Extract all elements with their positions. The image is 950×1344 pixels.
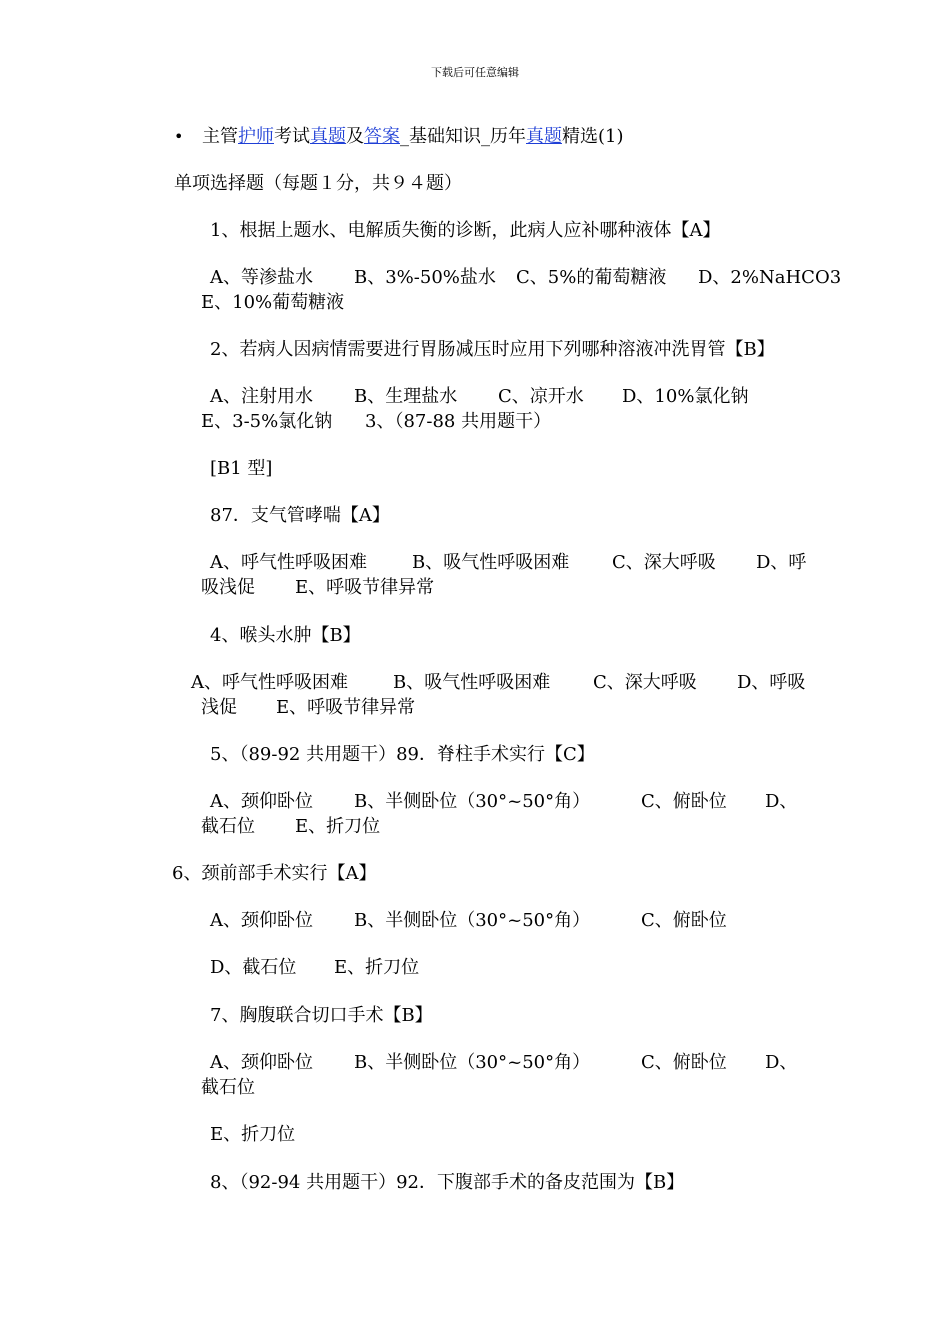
option-d: D、10%氯化钠 — [622, 386, 749, 407]
question-4-options-2 — [201, 697, 415, 719]
option-e: E、折刀位 — [295, 816, 381, 837]
question-4: 4、喉头水肿【B】 — [210, 625, 361, 646]
question-6-options — [210, 910, 727, 932]
option-a: A、注射用水 — [210, 386, 313, 407]
question-2-options-2 — [201, 411, 551, 433]
question-6: 6、颈前部手术实行【A】 — [172, 863, 377, 884]
link-zhenti[interactable]: 真题 — [310, 126, 346, 147]
question-87-options-2 — [201, 577, 434, 599]
question-2: 2、若病人因病情需要进行胃肠减压时应用下列哪种溶液冲洗胃管【B】 — [210, 339, 775, 360]
option-d: D、 — [765, 1052, 798, 1073]
option-b: B、吸气性呼吸困难 — [393, 672, 551, 693]
title-part: 精选(1) — [562, 126, 624, 147]
option-a: A、等渗盐水 — [210, 267, 313, 288]
option-d: D、呼 — [756, 552, 807, 573]
question-3: 3、（87-88 共用题干） — [365, 411, 552, 432]
option-d: D、截石位 — [210, 957, 297, 978]
option-d-cont: 截石位 — [201, 1077, 255, 1098]
question-7-options — [210, 1052, 797, 1074]
link-daan[interactable]: 答案 — [364, 126, 400, 147]
option-d: D、呼吸 — [737, 672, 806, 693]
question-2-options — [210, 386, 748, 408]
question-5-options-2 — [201, 816, 380, 838]
question-87-options — [210, 552, 806, 574]
title-part: 主管 — [202, 126, 238, 147]
option-c: C、深大呼吸 — [612, 552, 716, 573]
option-d: D、 — [765, 791, 798, 812]
title-part: 及 — [346, 126, 364, 147]
document-title — [174, 126, 624, 148]
question-1-options — [210, 267, 841, 289]
option-c: C、俯卧位 — [641, 910, 727, 931]
option-e: E、呼吸节律异常 — [295, 577, 435, 598]
option-c: C、5%的葡萄糖液 — [516, 267, 667, 288]
option-e: E、10%葡萄糖液 — [201, 292, 345, 313]
option-c: C、凉开水 — [498, 386, 584, 407]
option-e: E、呼吸节律异常 — [276, 697, 416, 718]
option-c: C、深大呼吸 — [593, 672, 697, 693]
question-type-label: [B1 型] — [210, 458, 273, 479]
option-c: C、俯卧位 — [641, 1052, 727, 1073]
option-e: E、3-5%氯化钠 — [201, 411, 333, 432]
option-b: B、3%-50%盐水 — [354, 267, 496, 288]
option-b: B、生理盐水 — [354, 386, 458, 407]
option-a: A、呼气性呼吸困难 — [210, 552, 367, 573]
option-d: D、2%NaHCO3 — [698, 267, 842, 288]
bullet-icon: • — [174, 127, 184, 146]
option-b: B、半侧卧位（30°~50°角） — [354, 910, 591, 931]
question-87: 87．支气管哮喘【A】 — [210, 505, 390, 526]
link-zhenti-2[interactable]: 真题 — [526, 126, 562, 147]
option-d-cont: 吸浅促 — [201, 577, 255, 598]
option-b: B、半侧卧位（30°~50°角） — [354, 1052, 591, 1073]
option-a: A、颈仰卧位 — [210, 791, 313, 812]
option-d-cont: 浅促 — [201, 697, 237, 718]
option-b: B、半侧卧位（30°~50°角） — [354, 791, 591, 812]
option-a: A、呼气性呼吸困难 — [191, 672, 348, 693]
option-d-cont: 截石位 — [201, 816, 255, 837]
option-a: A、颈仰卧位 — [210, 910, 313, 931]
option-c: C、俯卧位 — [641, 791, 727, 812]
option-a: A、颈仰卧位 — [210, 1052, 313, 1073]
link-hushi[interactable]: 护师 — [238, 126, 274, 147]
question-7: 7、胸腹联合切口手术【B】 — [210, 1005, 433, 1026]
title-part: _基础知识_历年 — [400, 126, 526, 147]
page-header: 下载后可任意编辑 — [431, 66, 519, 79]
option-e: E、折刀位 — [210, 1124, 296, 1145]
section-heading: 单项选择题（每题１分，共９４题） — [174, 173, 462, 194]
option-e: E、折刀位 — [334, 957, 420, 978]
question-5: 5、（89-92 共用题干）89．脊柱手术实行【C】 — [210, 744, 595, 765]
question-5-options — [210, 791, 797, 813]
question-8: 8、（92-94 共用题干）92．下腹部手术的备皮范围为【B】 — [210, 1172, 685, 1193]
question-1: 1、根据上题水、电解质失衡的诊断，此病人应补哪种液体【A】 — [210, 220, 721, 241]
question-6-options-2 — [210, 957, 419, 979]
option-b: B、吸气性呼吸困难 — [412, 552, 570, 573]
title-part: 考试 — [274, 126, 310, 147]
question-4-options — [191, 672, 805, 694]
